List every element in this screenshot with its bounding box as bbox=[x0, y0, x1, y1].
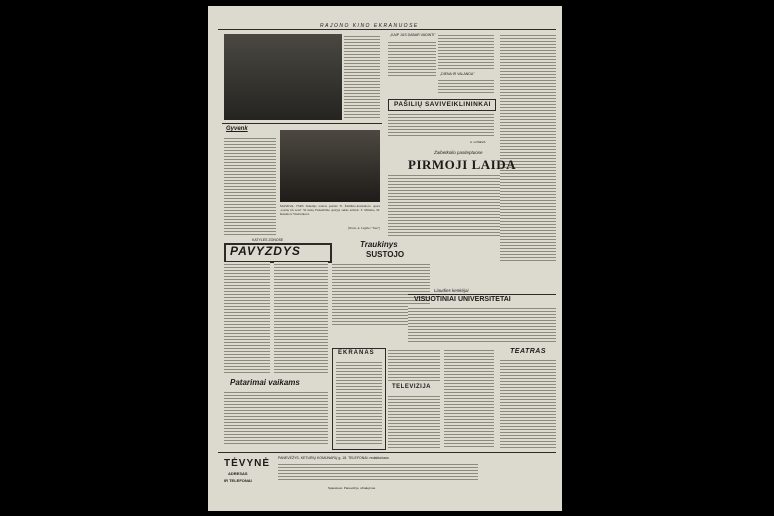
zaibo-label: Žaibetkolio pasiteptuose bbox=[434, 150, 483, 155]
pavyzdys-kicker: KATYLĖS ZONOSE bbox=[252, 238, 284, 242]
top-right-col bbox=[500, 33, 556, 263]
photo-caption: MASKVA. TSRS Sukelėjo teatras pastatė N. Ėkmlkio-Kornakovo opera „Garsų irk sesu" 50 metų Paskelbimo spalyje sukės artistai: T. Miletko, M. Ruzaite ir Wadavikova. bbox=[280, 204, 380, 216]
footer-line1: PANEVĖŽYS, KETURIŲ KOMUNARŲ g. 18. TELEFONAI: redaktoriaus bbox=[278, 456, 389, 460]
pavyzdys-right bbox=[274, 262, 328, 374]
patarimai-text bbox=[224, 390, 328, 444]
sustojo-title: SUSTOJO bbox=[366, 250, 405, 259]
tevyne-sub2: IR TELEFONAI bbox=[224, 478, 252, 483]
pasiliu-author: A. LOSEVA bbox=[470, 140, 486, 144]
liaudies-label: Liaudies kenkėjai bbox=[434, 288, 469, 293]
traukinys-title: Traukinys bbox=[360, 240, 398, 249]
pirmoji-laida-title: PIRMOJI LAIDA bbox=[408, 157, 516, 172]
tevyne-title: TĖVYNĖ bbox=[224, 458, 271, 469]
photo-reindeer bbox=[224, 34, 342, 120]
ekranas-title: EKRANAS bbox=[338, 350, 375, 356]
patarimai-title: Patarimai vaikams bbox=[230, 378, 300, 387]
photo-reindeer-caption bbox=[344, 34, 380, 120]
pavyzdys-left bbox=[224, 262, 270, 374]
televizija-text bbox=[388, 394, 440, 448]
kaip-text bbox=[388, 40, 436, 78]
teatras-title: TEATRAS bbox=[510, 348, 547, 355]
tv-right-col bbox=[444, 348, 494, 448]
visuotiniai-text bbox=[408, 306, 556, 342]
header-line: RAJONO KINO EKRANUOSE bbox=[320, 23, 419, 29]
photo-theater bbox=[280, 130, 380, 202]
newspaper-page bbox=[208, 6, 562, 511]
footer-rule bbox=[218, 452, 556, 453]
pasiliu-banner: PAŠILIŲ SAVIVEIKLININKAI bbox=[394, 101, 491, 108]
header-rule bbox=[218, 29, 556, 30]
kaip-title: „KAIP JUS DABAR VADINTI" bbox=[390, 33, 436, 37]
tevyne-sub1: ADRESAS bbox=[228, 471, 248, 476]
ekranas-text bbox=[336, 360, 382, 446]
pavyzdys-title: PAVYZDYS bbox=[230, 244, 301, 258]
top-mid-col bbox=[438, 33, 494, 71]
divider bbox=[222, 123, 382, 124]
footer-text bbox=[278, 462, 478, 482]
pirmoji-text bbox=[388, 173, 500, 237]
gyvenk-label: Gyvenk bbox=[226, 126, 248, 132]
article-column bbox=[224, 136, 276, 236]
televizija-title: TELEVIZIJA bbox=[392, 384, 432, 390]
televizija-col-top bbox=[388, 348, 440, 382]
photo-credit: (Nuotr. A. Lagirko "Tass") bbox=[348, 226, 380, 230]
teatras-text bbox=[500, 358, 556, 448]
visuotiniai-title: VISUOTINIAI UNIVERSITETAI bbox=[414, 296, 511, 303]
footer-line2: Spaustuvė. Panevėžys, užsakymas bbox=[328, 486, 376, 490]
pasiliu-text bbox=[388, 112, 494, 138]
visuotiniai-rule bbox=[408, 294, 556, 295]
diena-title: „DIENA IR VALANDA" bbox=[440, 72, 475, 76]
top-mid-col2 bbox=[438, 78, 494, 94]
